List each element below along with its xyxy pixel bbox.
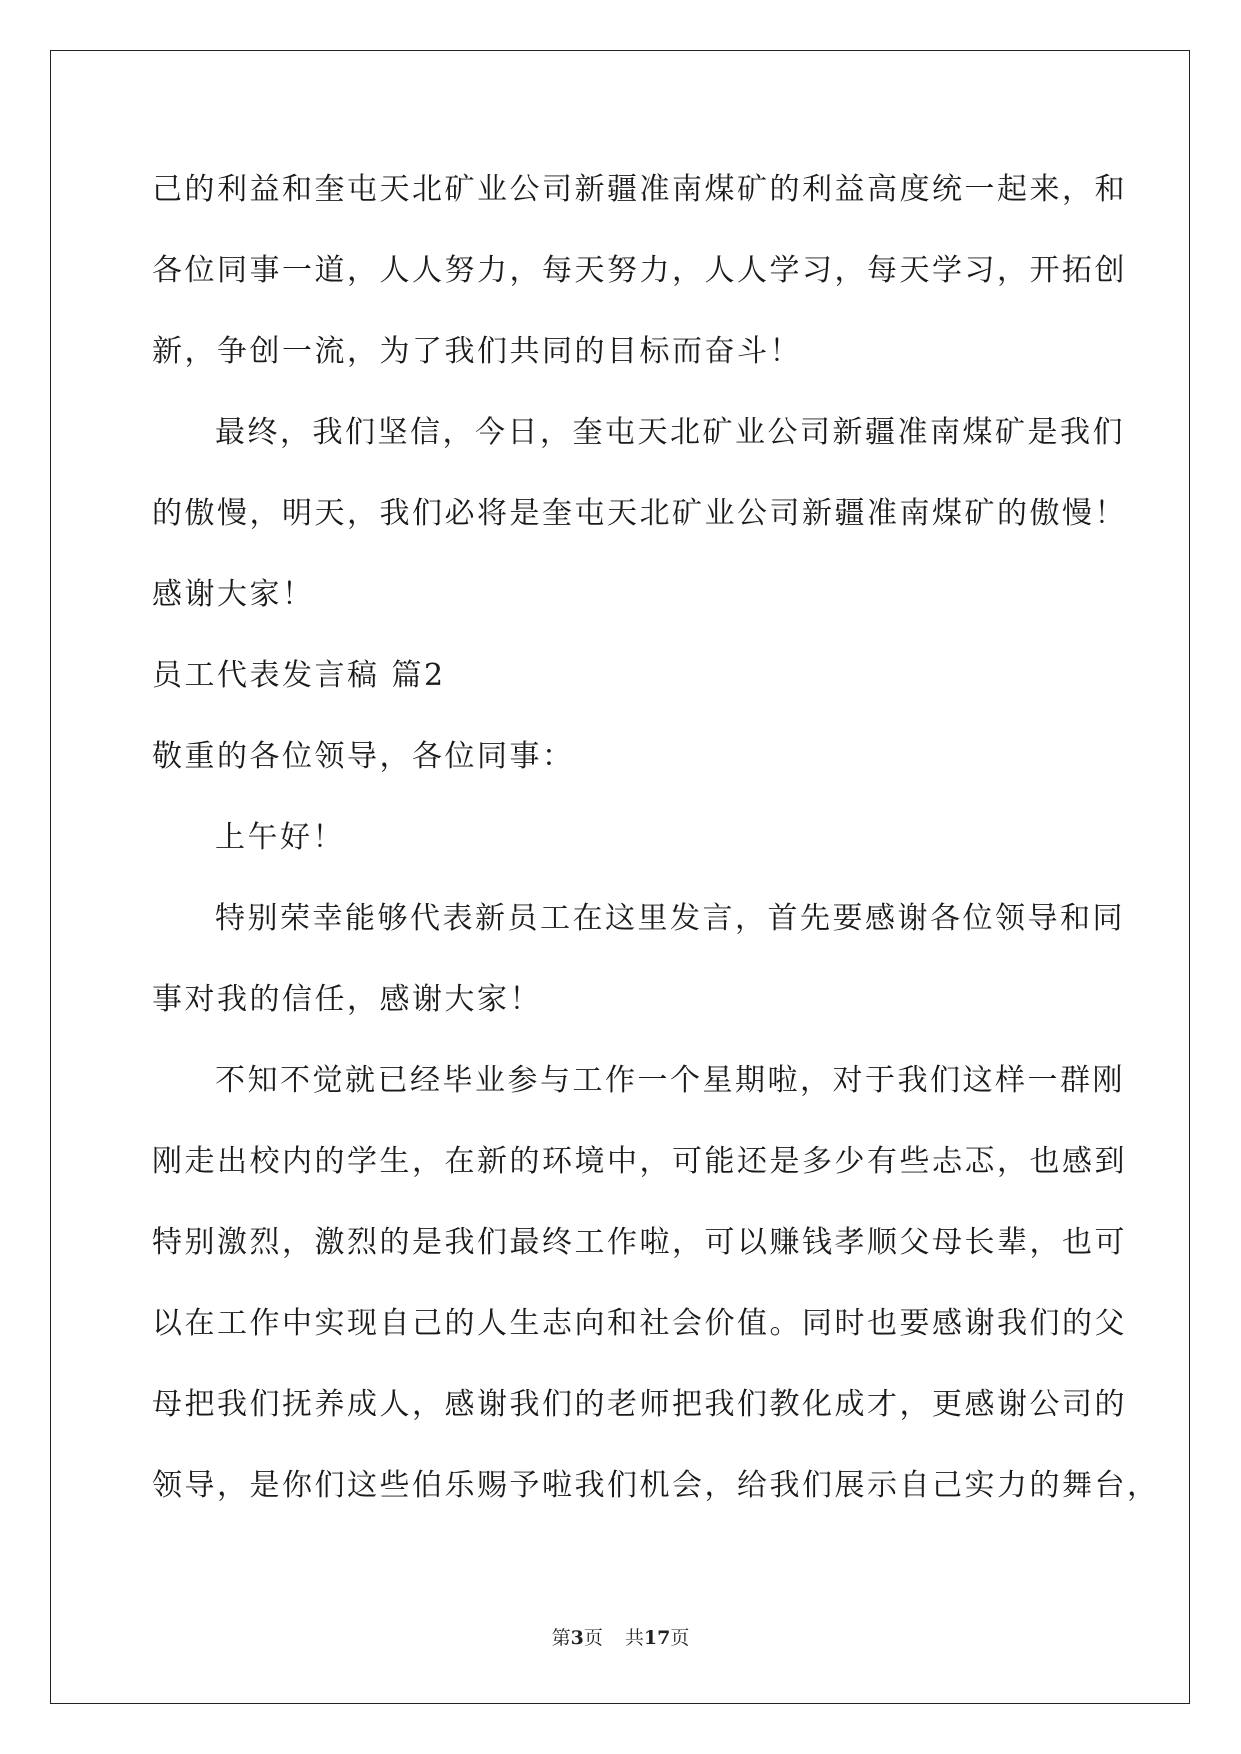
- section-heading: 员工代表发言稿 篇2: [152, 658, 446, 693]
- paragraph-start: 特别荣幸能够代表新员工在这里发言，首先要感谢各位领导和同: [215, 901, 1125, 936]
- text-line: 各位同事一道，人人努力，每天努力，人人学习，每天学习，开拓创: [152, 253, 1127, 288]
- page-footer: [0, 1626, 1241, 1650]
- text-line: 以在工作中实现自己的人生志向和社会价值。同时也要感谢我们的父: [152, 1306, 1127, 1341]
- salutation: 敬重的各位领导，各位同事：: [152, 739, 575, 774]
- paragraph-start: 最终，我们坚信，今日，奎屯天北矿业公司新疆准南煤矿是我们: [215, 415, 1125, 450]
- document-body: [152, 165, 1160, 1542]
- text-line: 母把我们抚养成人，感谢我们的老师把我们教化成才，更感谢公司的: [152, 1387, 1127, 1422]
- text-line: 刚走出校内的学生，在新的环境中，可能还是多少有些忐忑，也感到: [152, 1144, 1127, 1179]
- closing-thanks: 感谢大家！: [152, 577, 315, 612]
- page-prefix: 第: [551, 1627, 571, 1649]
- total-page-number: 17: [643, 1627, 671, 1649]
- greeting: 上午好！: [215, 820, 345, 855]
- text-line: 己的利益和奎屯天北矿业公司新疆准南煤矿的利益高度统一起来，和: [152, 172, 1127, 207]
- page-suffix: 页: [583, 1627, 603, 1649]
- paragraph-start: 不知不觉就已经毕业参与工作一个星期啦，对于我们这样一群刚: [215, 1063, 1125, 1098]
- text-line: 的傲慢，明天，我们必将是奎屯天北矿业公司新疆准南煤矿的傲慢！: [152, 496, 1127, 531]
- total-suffix: 页: [670, 1627, 690, 1649]
- text-line: 领导，是你们这些伯乐赐予啦我们机会，给我们展示自己实力的舞台，: [152, 1468, 1160, 1503]
- text-line: 特别激烈，激烈的是我们最终工作啦，可以赚钱孝顺父母长辈，也可: [152, 1225, 1127, 1260]
- text-line: 事对我的信任，感谢大家！: [152, 982, 542, 1017]
- text-line: 新，争创一流，为了我们共同的目标而奋斗！: [152, 334, 802, 369]
- total-prefix: 共: [624, 1627, 644, 1649]
- current-page-number: 3: [570, 1627, 584, 1649]
